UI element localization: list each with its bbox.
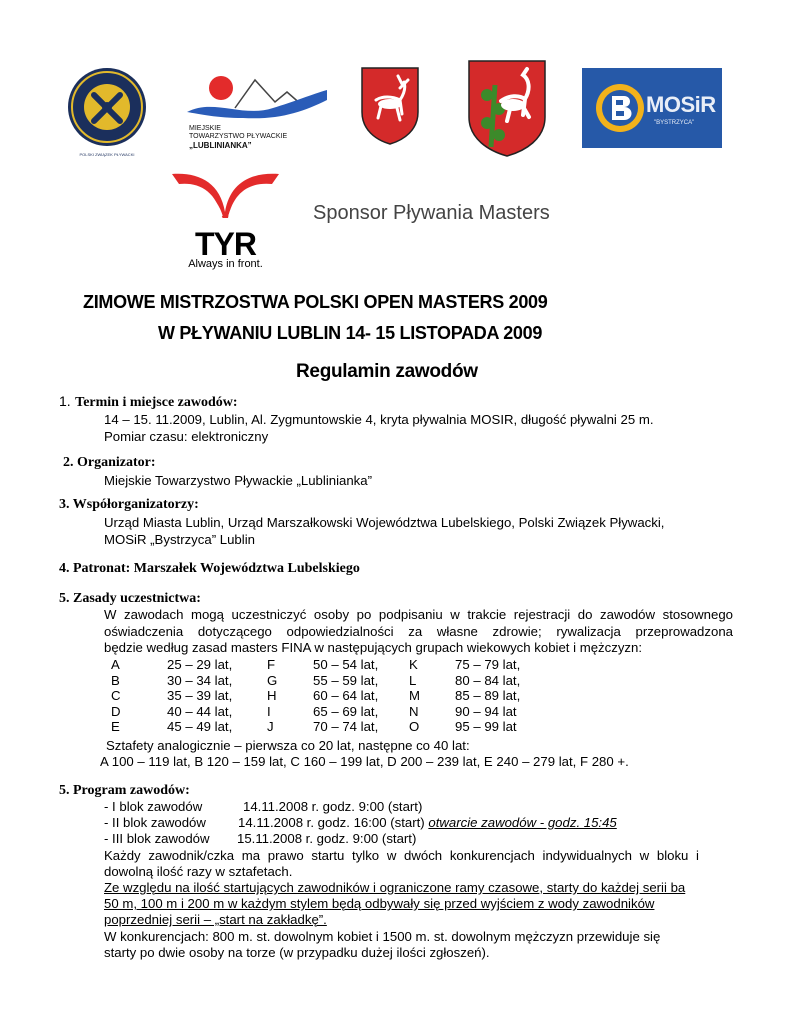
section-3-heading: 3. Współorganizatorzy: (59, 497, 199, 512)
age-group-letter: F (267, 657, 276, 672)
age-groups-table (111, 657, 545, 735)
mtp-lublinianka-logo (183, 72, 329, 152)
age-group-range: 90 – 94 lat (455, 703, 517, 719)
age-group-range: 85 – 89 lat, (455, 688, 521, 704)
age-group-letter: A (111, 657, 120, 672)
age-group-letter: O (409, 719, 420, 735)
section-5-para-3: będzie według zasad masters FINA w następujących grupach wiekowych kobiet i mężczyzn: (104, 640, 643, 655)
age-group-range: 65 – 69 lat, (313, 703, 379, 719)
age-group-row (111, 688, 545, 704)
age-group-letter: E (111, 719, 120, 735)
section-3-line-2: MOSiR „Bystrzyca” Lublin (104, 532, 255, 547)
age-group-letter: I (267, 703, 271, 719)
age-group-letter: B (111, 672, 120, 688)
program-underlined-2: 50 m, 100 m i 200 m w każdym stylem będą odbywały się przed wyjściem z wody zawodników (104, 896, 655, 911)
pzp-logo-label: POLSKI ZWIĄZEK PŁYWACKI (79, 152, 135, 157)
age-group-range: 50 – 54 lat, (313, 657, 379, 672)
age-group-row (111, 719, 545, 735)
age-group-letter: D (111, 703, 121, 719)
block-2-value: 14.11.2008 r. godz. 16:00 (start) (238, 815, 425, 830)
title-line-3: Regulamin zawodów (296, 361, 478, 382)
mosir-name: MOSiR (646, 92, 716, 117)
sponsor-text: Sponsor Pływania Masters (313, 202, 550, 224)
age-group-letter: K (409, 657, 418, 672)
age-group-range: 45 – 49 lat, (167, 719, 233, 735)
section-1-title: Termin i miejsce zawodów: (75, 395, 238, 410)
mtp-line3: „LUBLINIANKA” (189, 141, 252, 150)
block-1-label: - I blok zawodów (104, 799, 203, 814)
age-group-letter: M (409, 688, 420, 704)
block-3-label: - III blok zawodów (104, 831, 210, 846)
age-group-letter: H (267, 688, 277, 704)
age-group-letter: G (267, 672, 278, 688)
tyr-slogan: Always in front. (188, 258, 263, 270)
program-para-1: Każdy zawodnik/czka ma prawo startu tylko w dwóch konkurencjach indywidualnych w bloku i (104, 848, 699, 863)
age-group-range: 60 – 64 lat, (313, 688, 379, 704)
program-para-3: W konkurencjach: 800 m. st. dowolnym kobiet i 1500 m. st. dowolnym mężczyzn przewiduje się (104, 929, 661, 944)
block-2-opening: otwarcie zawodów - godz. 15:45 (428, 815, 617, 830)
age-group-letter: L (409, 672, 417, 688)
lubelskie-coat-of-arms (360, 66, 420, 146)
age-group-range: 70 – 74 lat, (313, 719, 379, 735)
section-3-line-1: Urząd Miasta Lublin, Urząd Marszałkowski Województwa Lubelskiego, Polski Związek Pływacki, (104, 515, 665, 530)
age-group-letter: C (111, 688, 121, 704)
section-1-line-1: 14 – 15. 11.2009, Lublin, Al. Zygmuntowskie 4, kryta pływalnia MOSIR, długość pływalni 25 m. (104, 412, 654, 427)
section-2-line-1: Miejskie Towarzystwo Pływackie „Lublinianka” (104, 473, 372, 488)
relay-line-1: Sztafety analogicznie – pierwsza co 20 lat, następne co 40 lat: (106, 738, 470, 753)
age-group-row (111, 704, 545, 720)
lublin-coat-of-arms (467, 55, 547, 158)
section-1-number: 1. (59, 393, 71, 409)
age-group-row (111, 657, 545, 673)
program-para-2: dowolną ilość razy w sztafetach. (104, 864, 293, 879)
title-line-1: ZIMOWE MISTRZOSTWA POLSKI OPEN MASTERS 2009 (83, 292, 548, 312)
block-2-label: - II blok zawodów (104, 815, 206, 830)
age-group-letter: J (267, 719, 274, 735)
section-5-para-1: W zawodach mogą uczestniczyć osoby po podpisaniu w trakcie rejestracji do zawodów stosownego (104, 607, 733, 622)
age-group-range: 25 – 29 lat, (167, 657, 233, 672)
age-group-row (111, 673, 545, 689)
program-para-4: starty po dwie osoby na torze (w przypadku dużej ilości zgłoszeń). (104, 945, 490, 960)
mtp-line1: MIEJSKIE (189, 125, 221, 132)
tyr-logo (168, 168, 283, 270)
block-3-value: 15.11.2008 r. godz. 9:00 (start) (237, 831, 417, 846)
mosir-sub: "BYSTRZYCA" (654, 120, 695, 126)
age-group-range: 35 – 39 lat, (167, 688, 233, 704)
section-1-heading (59, 393, 238, 411)
age-group-range: 30 – 34 lat, (167, 672, 233, 688)
section-4-heading: 4. Patronat: Marszałek Województwa Lubelskiego (59, 561, 360, 576)
age-group-range: 75 – 79 lat, (455, 657, 521, 672)
block-2-row (238, 815, 617, 831)
program-heading: 5. Program zawodów: (59, 783, 190, 798)
age-group-range: 80 – 84 lat, (455, 672, 521, 688)
title-line-2: W PŁYWANIU LUBLIN 14- 15 LISTOPADA 2009 (158, 323, 543, 343)
mtp-line2: TOWARZYSTWO PŁYWACKIE (189, 133, 288, 140)
age-group-letter: N (409, 703, 419, 719)
section-2-heading: 2. Organizator: (63, 455, 156, 470)
age-group-range: 95 – 99 lat (455, 719, 517, 735)
relay-line-2: A 100 – 119 lat, B 120 – 159 lat, C 160 – 199 lat, D 200 – 239 lat, E 240 – 279 lat, F 280 +. (100, 754, 629, 769)
age-group-range: 40 – 44 lat, (167, 703, 233, 719)
mosir-logo (582, 68, 722, 148)
program-underlined-3: poprzedniej serii – „start na zakładkę”. (104, 912, 327, 927)
tyr-brand: TYR (195, 226, 256, 262)
program-underlined-1: Ze względu na ilość startujących zawodników i ograniczone ramy czasowe, starty do każdej serii ba (104, 880, 686, 895)
section-5-heading: 5. Zasady uczestnictwa: (59, 591, 201, 606)
section-1-line-2: Pomiar czasu: elektroniczny (104, 429, 269, 444)
age-group-range: 55 – 59 lat, (313, 672, 379, 688)
block-1-value: 14.11.2008 r. godz. 9:00 (start) (243, 799, 423, 814)
section-5-para-2: oświadczenia dotyczącego odpowiedzialności za własne zdrowie; rywalizacja przeprowadzona (104, 624, 733, 639)
pzp-logo (66, 65, 148, 150)
